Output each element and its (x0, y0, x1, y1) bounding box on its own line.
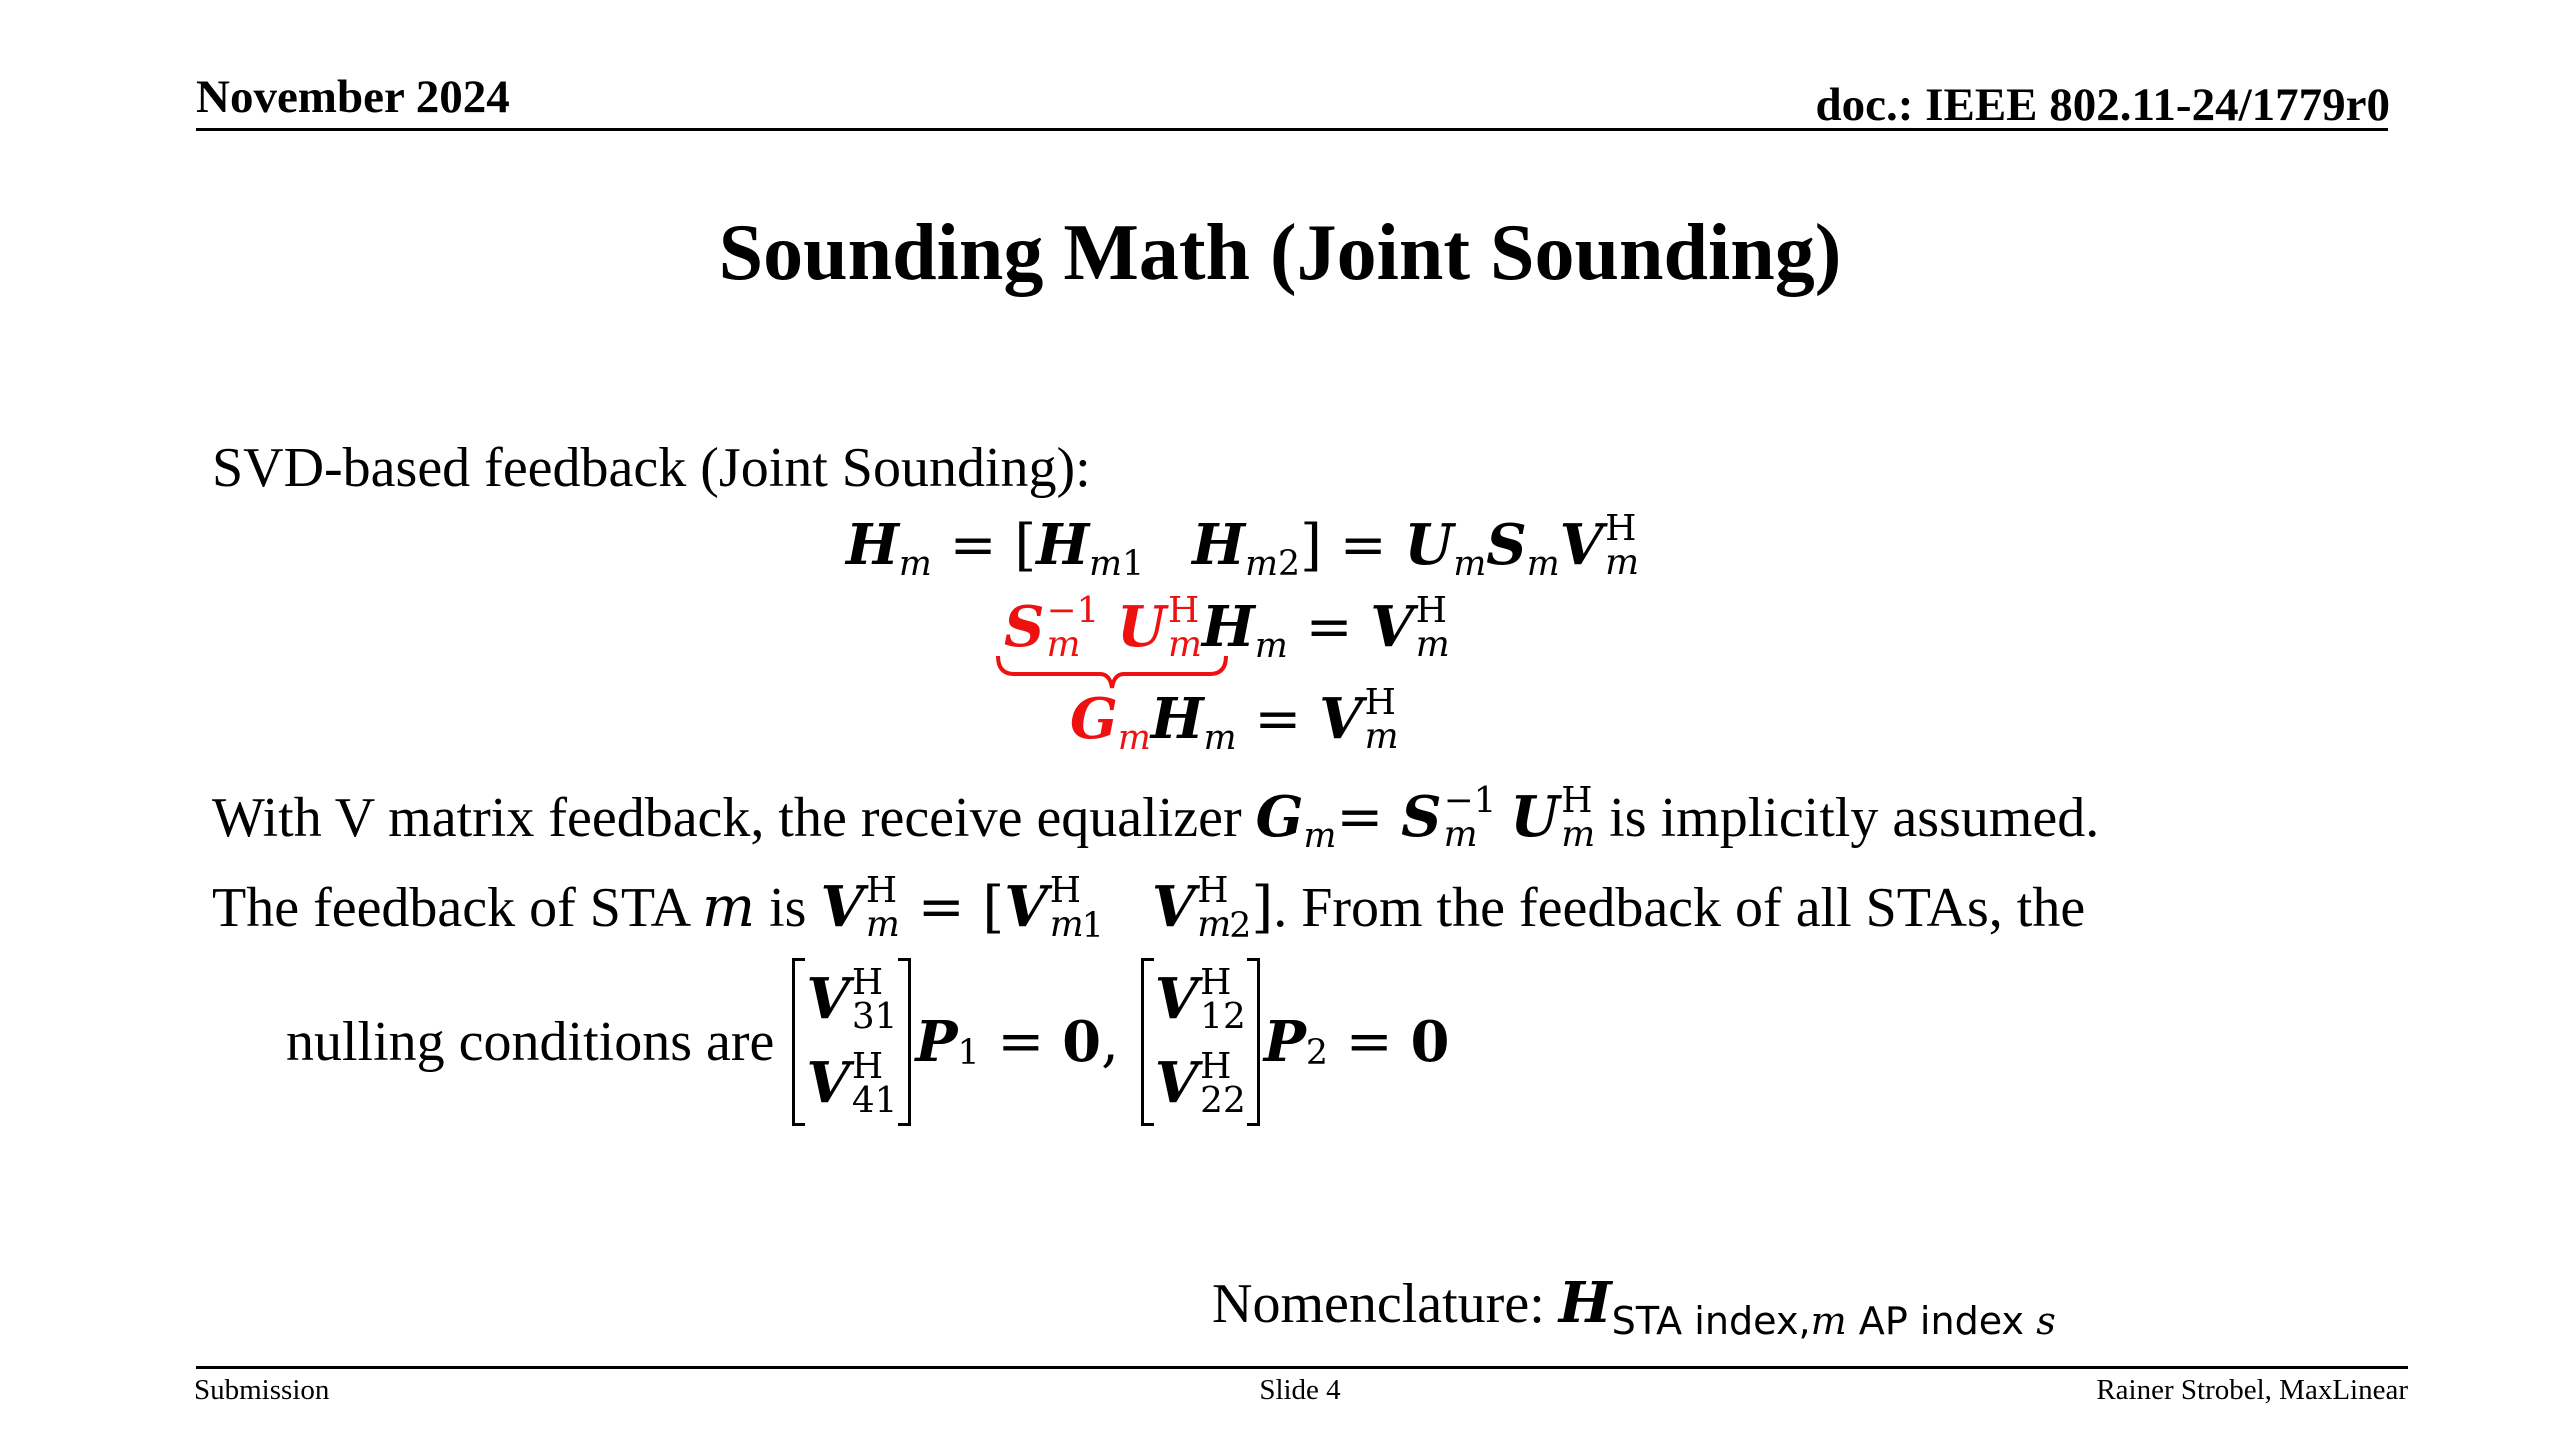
equation-svd: Hm = [Hm1 Hm2] = UmSmV H m (846, 508, 1640, 585)
intro-text: SVD-based feedback (Joint Sounding): (212, 437, 1091, 499)
feedback-sentence: The feedback of STA m is V H m = [V H m 1 V H m 2]. From the feedback of all STAs, the (212, 870, 2086, 947)
matrix-v31-v41: V H 31 V H 41 (792, 958, 911, 1126)
footer-author: Rainer Strobel, MaxLinear (2096, 1374, 2408, 1406)
matrix-v12-v22: V H 12 V H 22 (1141, 958, 1260, 1126)
slide-title: Sounding Math (Joint Sounding) (718, 209, 1842, 297)
footer-submission: Submission (194, 1374, 330, 1406)
equation-equalizer: GmHm = V H m (1070, 682, 1399, 759)
equation-inverse: S −1 m U H m Hm = V H m (1004, 590, 1450, 667)
header-doc-id: doc.: IEEE 802.11-24/1779r0 (1815, 79, 2390, 131)
nomenclature: Nomenclature: $H_{STA index,m AP index s}$ (1212, 1270, 2056, 1344)
footer-divider (196, 1366, 2408, 1369)
header-divider (196, 128, 2388, 131)
equalizer-sentence: With V matrix feedback, the receive equalizer Gm= S −1 m U H m is implicitly assumed. (212, 780, 2100, 857)
nulling-conditions: nulling conditions are V H 31 V H 41 P1 = 0, V H 12 V H 22 P2 = 0 (286, 958, 1449, 1126)
footer-slide-number: Slide 4 (1259, 1374, 1341, 1406)
equalizer-term-highlight: S −1 m U H m (1004, 590, 1202, 666)
header-date: November 2024 (196, 71, 510, 123)
